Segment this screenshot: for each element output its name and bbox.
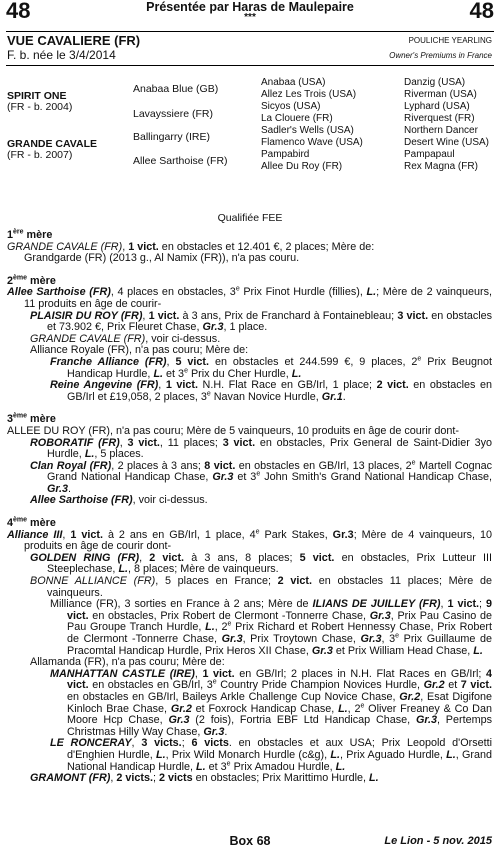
mere-2-heading: 2ème mère	[7, 274, 56, 287]
mere-2-text: Allee Sarthoise (FR), 4 places en obstacles, 3e Prix Finot Hurdle (fillies), L.; Mère de 2 vainqueurs, 11 produits en âge de courir-	[7, 285, 493, 310]
mere-4-section	[7, 518, 492, 785]
pedigree-g4: Northern Dancer	[404, 125, 478, 136]
pedigree-g3: Anabaa (USA)	[261, 77, 326, 88]
produce-entry: GRANDE CAVALE (FR), voir ci-dessus.	[30, 332, 221, 345]
produce-entry: Alliance Royale (FR), n'a pas couru; Mère de:	[30, 344, 249, 357]
horse-name: VUE CAVALIERE (FR)	[7, 33, 141, 48]
birth-info: F. b. née le 3/4/2014	[7, 48, 116, 62]
produce-entry: LE RONCERAY, 3 victs.; 6 victs. en obstacles et aux USA; Prix Leopold d'Orsetti d'Enghien Hurdle, L., Prix Wild Monarch Hurdle (c&g), L., Prix Aguado Hurdle, L., Grand National Handicap Hurdle, L. et 3e Prix Amadou Hurdle, L.	[50, 737, 493, 773]
sire-info: (FR - b. 2004)	[7, 101, 73, 113]
pedigree-g3: La Clouere (FR)	[261, 113, 333, 124]
pedigree-g2: Anabaa Blue (GB)	[133, 83, 219, 95]
mere-1-text: GRANDE CAVALE (FR), 1 vict. en obstacles et 12.401 €, 2 places; Mère de:	[7, 240, 375, 253]
produce-entry: Allee Sarthoise (FR), voir ci-dessus.	[30, 494, 208, 507]
pedigree-g2: Allee Sarthoise (FR)	[133, 155, 228, 167]
header-rule	[6, 31, 494, 32]
produce-entry: Clan Royal (FR), 2 places à 3 ans; 8 vict. en obstacles en GB/Irl, 13 places, 2e Martell Cognac Grand National Handicap Chase, Gr.3 et 3e John Smith's Grand National Handicap Chase, Gr.3.	[30, 459, 492, 495]
box-number: Box 68	[229, 834, 271, 848]
pedigree-g4: Riverman (USA)	[404, 89, 477, 100]
premiums: Owner's Premiums in France	[389, 51, 492, 60]
mere-1-produce: Grandgarde (FR) (2013 g., Al Namix (FR)), n'a pas couru.	[24, 252, 300, 265]
lot-number-left: 48	[6, 0, 31, 23]
produce-entry: ROBORATIF (FR), 3 vict., 11 places; 3 vict. en obstacles, Prix General de Saint-Didier 3yo Hurdle, L., 5 places.	[30, 436, 492, 461]
produce-entry: PLAISIR DU ROY (FR), 1 vict. à 3 ans, Prix de Franchard à Fontainebleau; 3 vict. en obstacles et 73.902 €, Prix Fleuret Chase, Gr.3, 1 place.	[30, 309, 493, 334]
produce-entry: GOLDEN RING (FR), 2 vict. à 3 ans, 8 places; 5 vict. en obstacles, Prix Lutteur III Steeplechase, L., 8 places; Mère de vainqueurs.	[30, 551, 493, 576]
page-footer	[0, 834, 500, 848]
pedigree-g3: Allee Du Roy (FR)	[261, 161, 343, 172]
mere-1-section	[7, 230, 492, 265]
pedigree-g3: Sadler's Wells (USA)	[261, 125, 354, 136]
produce-entry: GRAMONT (FR), 2 victs.; 2 victs en obstacles; Prix Marittimo Hurdle, L.	[30, 772, 379, 785]
mere-3-section	[7, 414, 492, 507]
presented-by: Présentée par Haras de Maulepaire	[146, 0, 354, 14]
mere-4-heading: 4ème mère	[7, 516, 56, 530]
page-header	[0, 0, 500, 28]
pedigree-g4: Desert Wine (USA)	[404, 137, 490, 148]
dam-info: (FR - b. 2007)	[7, 149, 73, 161]
produce-entry: Milliance (FR), 3 sorties en France à 2 ans; Mère de ILIANS DE JUILLEY (FR), 1 vict.; 9 vict. en obstacles, Prix Robert de Clermont -Tonnerre Chase, Gr.3, Prix Pau Casino de Pau Groupe Tranch Hurdle, L., 2e Prix Richard et Robert Hennessy Chase, Prix Robert de Clermont -Tonnerre Chase, Gr.3, Prix Troytown Chase, Gr.3, 3e Prix Guillaume de Pracomtal Handicap Hurdle, Prix Heros XII Chase, Gr.3 et Prix William Head Chase, L.	[50, 598, 493, 657]
title-rule	[6, 65, 494, 66]
produce-entry: MANHATTAN CASTLE (IRE), 1 vict. en GB/Irl; 2 places in N.H. Flat Races en GB/Irl; 4 vict. en obstacles en GB/Irl, 3e Country Pride Champion Novices Hurdle, Gr.2 et 7 vict. en obstacles en GB/Irl, Baileys Arkle Challenge Cup Novice Chase, Gr.2, Esat Digifone Kinloch Brae Chase, Gr.2 et Foxrock Handicap Chase, L., 2e Oliver Freaney & Co Dan Moore Hcp Chase, Gr.3 (2 fois), Fortria EBF Ltd Handicap Chase, Gr.3, Pertemps Christmas Hilly Way Chase, Gr.3.	[50, 667, 493, 738]
pedigree-g4: Riverquest (FR)	[404, 113, 475, 124]
mere-4-text: Alliance III, 1 vict. à 2 ans en GB/Irl, 1 place, 4e Park Stakes, Gr.3; Mère de 4 vainqueurs, 10 produits en âge de courir dont-	[7, 528, 493, 553]
lot-number-right: 48	[469, 0, 494, 23]
mere-2-section	[7, 276, 492, 404]
pedigree-g3: Sicyos (USA)	[261, 101, 321, 112]
pedigree-g3: Allez Les Trois (USA)	[261, 89, 357, 100]
mere-3-text: ALLEE DU ROY (FR), n'a pas couru; Mère de 5 vainqueurs, 10 produits en âge de courir dont-	[7, 424, 459, 437]
qualified-label: Qualifiée FEE	[217, 212, 283, 224]
stars: ***	[244, 12, 256, 23]
sale-place-date: Le Lion - 5 nov. 2015	[384, 835, 492, 847]
pedigree-g3: Pampabird	[261, 149, 310, 160]
pedigree-g2: Lavayssiere (FR)	[133, 108, 213, 120]
pedigree-g4: Rex Magna (FR)	[404, 161, 478, 172]
produce-entry: Reine Angevine (FR), 1 vict. N.H. Flat Race en GB/Irl, 1 place; 2 vict. en obstacles en GB/Irl et £19,058, 2 places, 3e Navan Novice Hurdle, Gr.1.	[50, 379, 493, 403]
pedigree-g3: Flamenco Wave (USA)	[261, 137, 363, 148]
pedigree-g4: Pampapaul	[404, 149, 455, 160]
maternal-family-text	[7, 230, 492, 785]
produce-entry: BONNE ALLIANCE (FR), 5 places en France; 2 vict. en obstacles 11 places; Mère de vainqueurs.	[30, 575, 492, 599]
pedigree-g2: Ballingarry (IRE)	[133, 131, 211, 143]
mere-1-heading: 1ère mère	[7, 228, 53, 241]
dam-name: GRANDE CAVALE	[7, 138, 98, 150]
produce-entry: Allamanda (FR), n'a pas couru; Mère de:	[30, 656, 225, 669]
sex-status: POULICHE YEARLING	[408, 36, 492, 45]
mere-3-heading: 3ème mère	[7, 412, 56, 426]
pedigree-g4: Lyphard (USA)	[404, 101, 470, 112]
sire-name: SPIRIT ONE	[7, 90, 67, 102]
produce-entry: Franche Alliance (FR), 5 vict. en obstacles et 244.599 €, 9 places, 2e Prix Beugnot Handicap Hurdle, L. et 3e Prix du Cher Hurdle, L.	[50, 355, 493, 380]
pedigree-g4: Danzig (USA)	[404, 77, 466, 88]
